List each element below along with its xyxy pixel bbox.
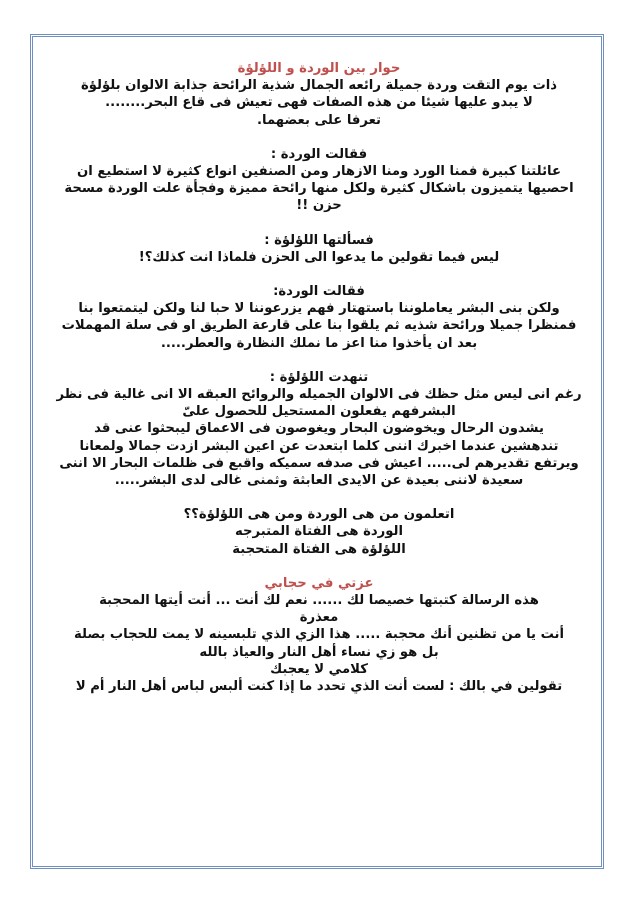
intro-line: ذات يوم التقت وردة جميلة رائعه الجمال شذية الرائحة جذابة الالوان بلؤلؤة [80, 78, 558, 94]
pearl-line: ويرتفع تقديرهم لى..... اعيش فى صدفه سميكه واقبع فى ظلمات البحار الا اننى [59, 455, 579, 471]
section-title: عزتي في حجابي [264, 575, 374, 591]
pearl-line: ليس فيما تقولين ما يدعوا الى الحزن فلماذا انت كذلك؟! [138, 249, 500, 265]
letter-line: أنت يا من تظنين أنك محجبة ..... هذا الزي الذي تلبسينه لا يمت للحجاب بصلة [74, 627, 564, 643]
rose-line: بعد ان يأخذوا منا اعز ما نملك النظارة والعطر..... [160, 335, 478, 351]
answer-line: الوردة هى الفتاة المتبرجه [234, 524, 403, 540]
pearl-line: رغم انى ليس مثل حظك فى الالوان الجميله والروائح العبقه الا انى غالية فى نظر [56, 387, 582, 403]
question-line: اتعلمون من هى الوردة ومن هى اللؤلؤة؟؟ [183, 507, 455, 523]
rose-line: ولكن بنى البشر يعاملوننا باستهتار فهم يزرعوننا لا حبا لنا ولكن ليتمتعوا بنا [78, 301, 560, 317]
rose-line: احصيها يتميزون باشكال كثيرة ولكل منها رائحة مميزة وفجأة علت الوردة مسحة [64, 181, 574, 197]
rose-line: عائلتنا كبيرة فمنا الورد ومنا الازهار ومن الصنفين انواع كثيرة لا استطيع ان [77, 164, 561, 180]
dialogue-title: حوار بين الوردة و اللؤلؤة [237, 61, 401, 76]
rose-line: فمنظرا جميلا ورائحة شذيه ثم يلقوا بنا على قارعة الطريق او فى سلة المهملات [61, 318, 577, 334]
answer-line: اللؤلؤة هى الفتاة المتحجبة [232, 541, 406, 557]
letter-line: كلامي لا يعجبك [270, 661, 368, 677]
rose-speaker-label: فقالت الوردة : [270, 146, 368, 162]
pearl-line: البشرفهم يفعلون المستحيل للحصول علىّ [182, 404, 456, 420]
rose-line: حزن !! [296, 198, 342, 214]
intro-line: لا يبدو عليها شيئا من هذه الصفات فهى تعيش فى قاع البحر........ [105, 95, 533, 111]
pearl-line: تندهشين عندما اخبرك اننى كلما ابتعدت عن اعين البشر ازدت جمالا ولمعانا [79, 438, 559, 454]
pearl-speaker-label: فسألتها اللؤلؤة : [264, 232, 374, 248]
document-body [40, 60, 598, 695]
intro-line: تعرفا على بعضهما. [257, 112, 381, 128]
letter-line: بل هو زي نساء أهل النار والعياذ بالله [199, 644, 439, 660]
pearl-speaker-label: تنهدت اللؤلؤة : [269, 369, 369, 385]
letter-line: تقولين في بالك : لست أنت الذي تحدد ما إذا كنت ألبس لباس أهل النار أم لا [75, 679, 563, 695]
letter-line: معذرة [299, 610, 339, 626]
letter-line: هذه الرسالة كتبتها خصيصا لك ...... نعم لك أنت ... أنت أيتها المحجبة [99, 593, 539, 609]
rose-speaker-label: فقالت الوردة: [273, 284, 365, 300]
pearl-line: سعيدة لاننى بعيدة عن الايدى العابثة وثمنى غالى لدى البشر..... [114, 473, 524, 489]
pearl-line: يشدون الرحال ويخوضون البحار ويغوصون فى الاعماق ليبحثوا عنى قد [94, 421, 544, 437]
